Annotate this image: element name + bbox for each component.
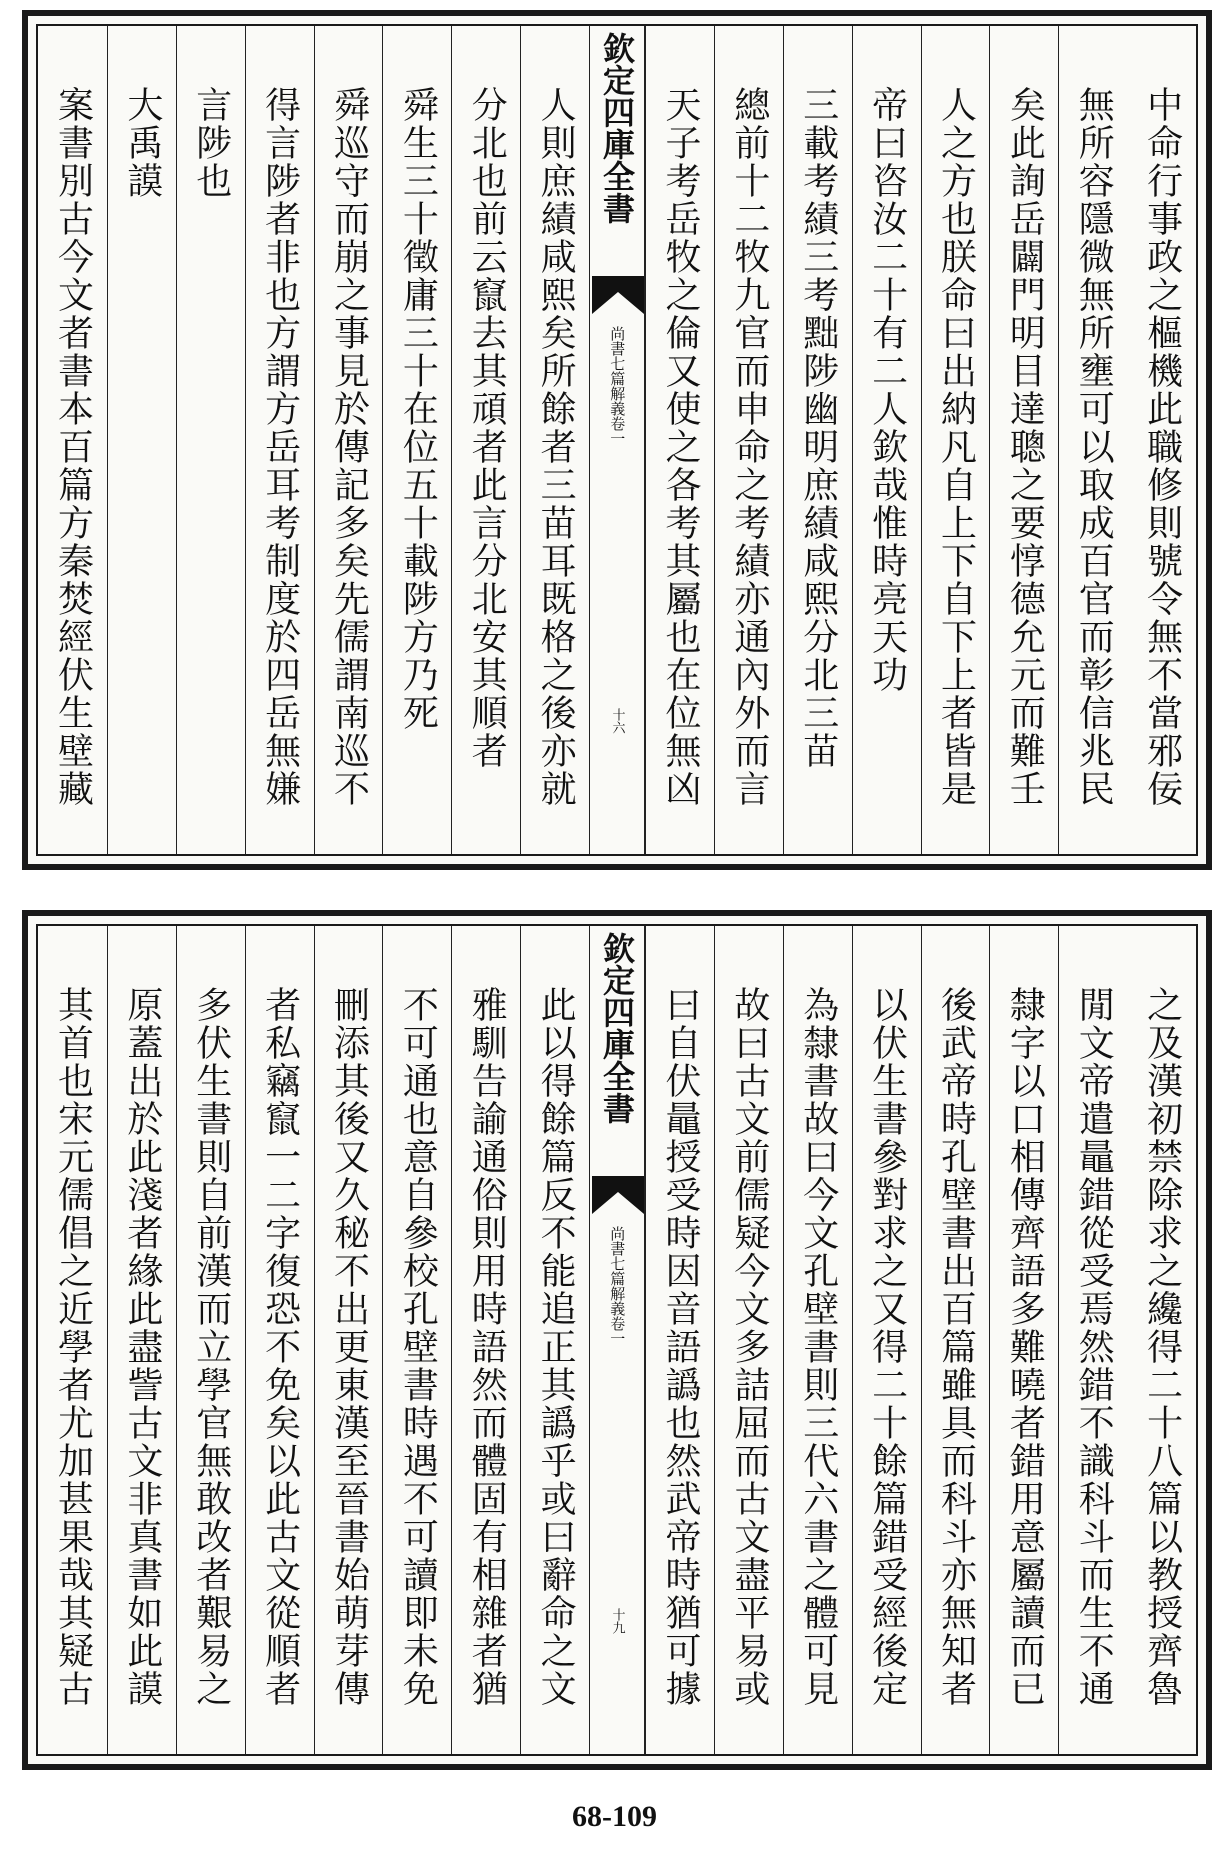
book-subtitle-and-volume [609,1226,626,1346]
bottom-page-frame [36,924,1198,1756]
book-subtitle-and-volume [609,326,626,446]
text-column [989,26,1058,854]
column-text: 以伏生書參對求之又得二十餘篇錯受經後定 [866,986,908,1708]
column-text: 矣此詢岳闢門明目達聰之要惇德允元而難壬 [1004,86,1046,808]
column-text: 中命行事政之樞機此職修則號令無不當邪佞 [1141,86,1183,808]
column-text: 得言陟者非也方謂方岳耳考制度於四岳無嫌 [259,86,301,808]
text-column [921,26,990,854]
top-page [22,10,1212,870]
column-text: 之及漢初禁除求之纔得二十八篇以教授齊魯 [1141,986,1183,1708]
text-column [451,26,520,854]
column-text: 原蓋出於此淺者緣此盡訾古文非真書如此謨 [121,986,163,1708]
column-text: 言陟也 [190,86,232,200]
text-column [645,26,714,854]
column-text: 案書別古今文者書本百篇方秦焚經伏生壁藏 [52,86,94,808]
book-title: 欽定四庫全書 [598,32,636,224]
volume-label: 卷一 [608,1316,627,1346]
text-column [1127,26,1196,854]
text-column [921,926,990,1754]
text-column [783,26,852,854]
text-column [852,926,921,1754]
bottom-page [22,910,1212,1770]
column-text: 大禹謨 [121,86,163,200]
column-text: 人之方也朕命曰出納凡自上下自下上者皆是 [935,86,977,808]
text-column [783,926,852,1754]
column-text: 故曰古文前儒疑今文多詰屈而古文盡平易或 [728,986,770,1708]
book-subtitle: 尚書七篇解義 [608,1226,627,1316]
column-text: 三載考績三考黜陟幽明庶績咸熙分北三苗 [797,86,839,770]
column-text: 者私竊竄一二字復恐不免矣以此古文從順者 [259,986,301,1708]
column-text: 舜巡守而崩之事見於傳記多矣先儒謂南巡不 [328,86,370,808]
text-column [520,26,589,854]
text-column [176,926,245,1754]
column-text: 多伏生書則自前漢而立學官無敢改者艱易之 [190,986,232,1708]
text-column [245,26,314,854]
column-text: 此以得餘篇反不能追正其譌乎或曰辭命之文 [535,986,577,1708]
column-text: 刪添其後又久秘不出更東漢至晉書始萌芽傳 [328,986,370,1708]
leaf-number: 十六 [609,708,625,734]
text-column [989,926,1058,1754]
text-column [382,926,451,1754]
column-text: 人則庶績咸熙矣所餘者三苗耳既格之後亦就 [535,86,577,808]
volume-label: 卷一 [608,416,627,446]
text-column [314,926,383,1754]
footer-volume-number: 68-109 [572,1800,657,1833]
book-fold-column [589,26,645,854]
fishtail-mark-icon [590,274,646,318]
text-column [714,26,783,854]
column-text: 總前十二牧九官而申命之考績亦通內外而言 [728,86,770,808]
column-text: 其首也宋元儒倡之近學者尤加甚果哉其疑古 [52,986,94,1708]
text-column [176,26,245,854]
column-text: 曰自伏鼂授受時因音語譌也然武帝時猶可據 [659,986,701,1708]
fishtail-mark-icon [590,1174,646,1218]
column-text: 帝曰咨汝二十有二人欽哉惟時亮天功 [866,86,908,694]
book-title: 欽定四庫全書 [598,932,636,1124]
column-text: 不可通也意自參校孔壁書時遇不可讀即未免 [397,986,439,1708]
column-text: 無所容隱微無所壅可以取成百官而彰信兆民 [1073,86,1115,808]
text-column [245,926,314,1754]
text-column [714,926,783,1754]
text-column [38,26,107,854]
text-column [107,26,176,854]
leaf-number: 十九 [609,1608,625,1634]
text-column [382,26,451,854]
book-subtitle: 尚書七篇解義 [608,326,627,416]
top-page-frame [36,24,1198,856]
text-column [1058,26,1127,854]
text-column [38,926,107,1754]
text-column [1058,926,1127,1754]
column-text: 分北也前云竄去其頑者此言分北安其順者 [466,86,508,770]
text-column [1127,926,1196,1754]
column-text: 閒文帝遣鼂錯從受焉然錯不識科斗而生不通 [1073,986,1115,1708]
text-column [645,926,714,1754]
column-text: 為隸書故曰今文孔壁書則三代六書之體可見 [797,986,839,1708]
text-column [451,926,520,1754]
column-text: 隸字以口相傳齊語多難曉者錯用意屬讀而已 [1004,986,1046,1708]
text-column [852,26,921,854]
text-column [520,926,589,1754]
book-fold-column [589,926,645,1754]
column-text: 天子考岳牧之倫又使之各考其屬也在位無凶 [659,86,701,808]
text-column [314,26,383,854]
column-text: 後武帝時孔壁書出百篇雖具而科斗亦無知者 [935,986,977,1708]
column-text: 雅馴告諭通俗則用時語然而體固有相雜者猶 [466,986,508,1708]
text-column [107,926,176,1754]
column-text: 舜生三十徵庸三十在位五十載陟方乃死 [397,86,439,732]
